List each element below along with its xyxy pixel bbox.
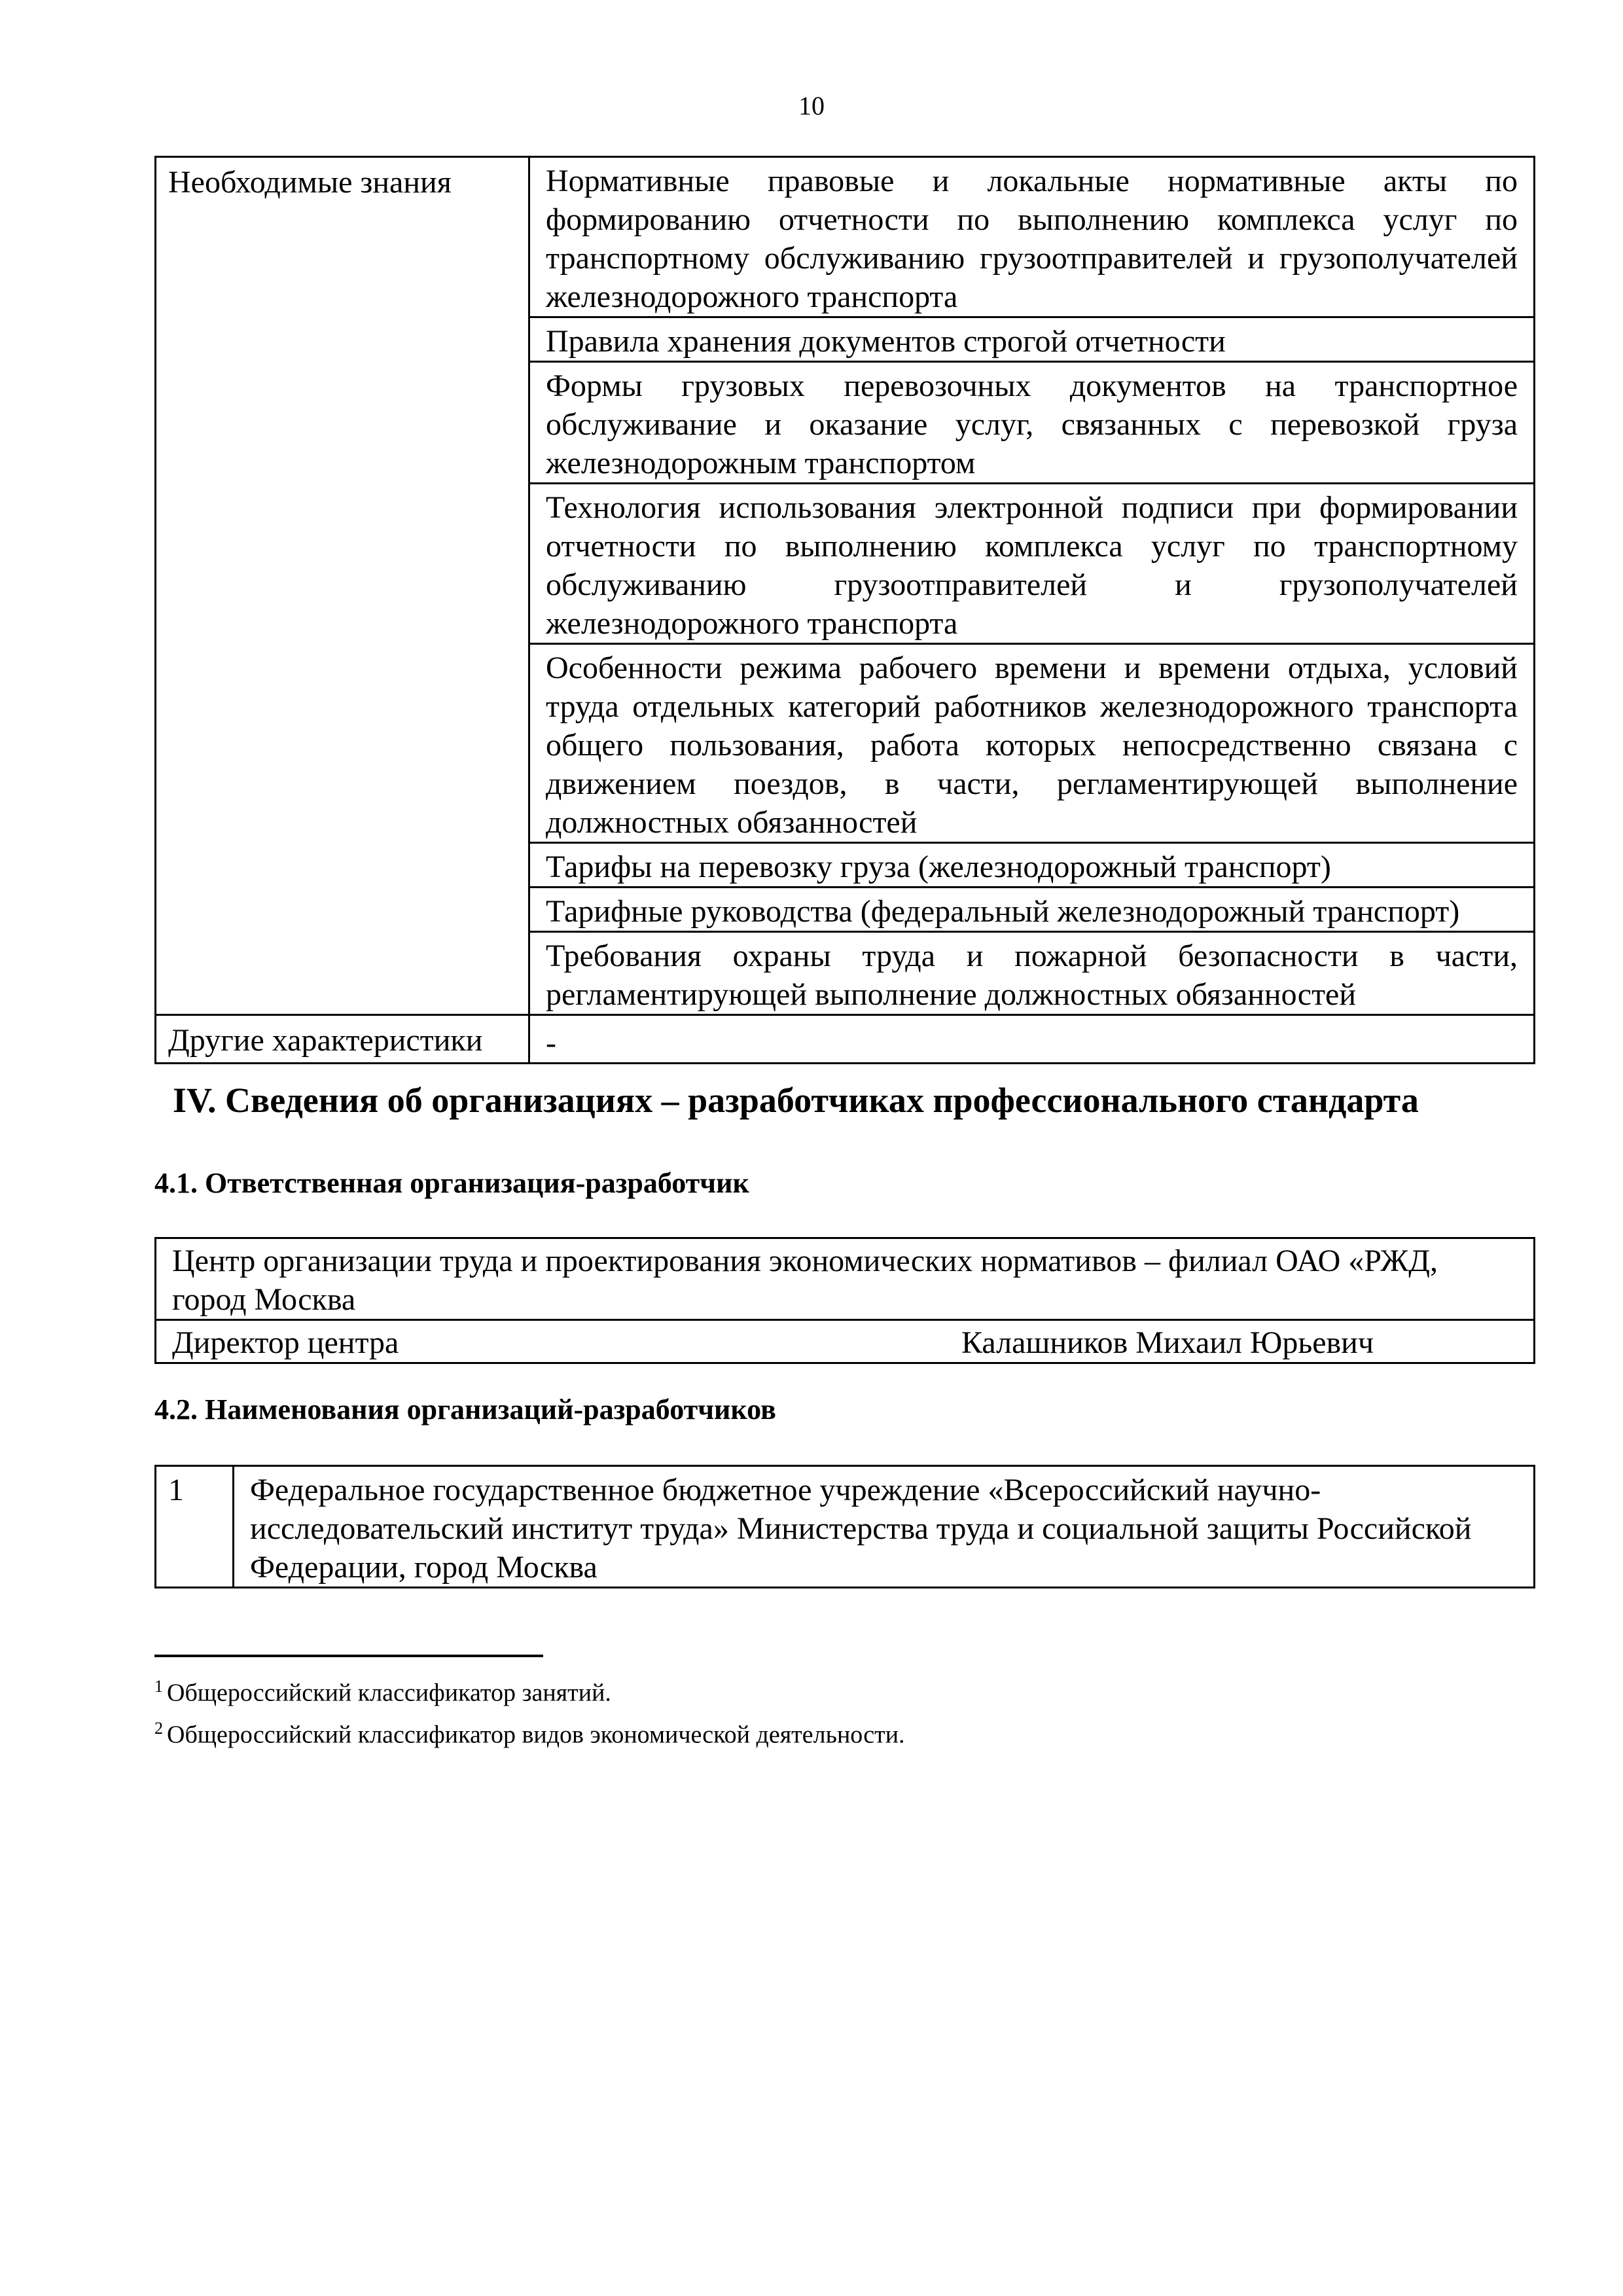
subsection-title-orgs: 4.2. Наименования организаций-разработчиков	[154, 1393, 776, 1426]
section-title: IV. Сведения об организациях – разработчиках профессионального стандарта	[173, 1081, 1419, 1120]
footnotes	[154, 1669, 905, 1752]
table-row	[156, 1015, 1535, 1064]
knowledge-item: Технология использования электронной подписи при формировании отчетности по выполнению комплекса услуг по транспортному обслуживанию грузоотправителей и грузополучателей железнодорожного транспорта	[529, 484, 1535, 644]
developer-orgs-table	[154, 1465, 1535, 1588]
knowledge-table	[154, 156, 1535, 1064]
director-row	[156, 1320, 1535, 1363]
director-title: Директор центра	[172, 1325, 399, 1360]
footnote-mark: 2	[154, 1718, 163, 1738]
footnote-mark: 1	[154, 1677, 163, 1696]
table-row	[156, 157, 1535, 317]
table-row	[156, 1320, 1535, 1363]
other-characteristics-label: Другие характеристики	[156, 1015, 529, 1064]
table-row	[156, 1238, 1535, 1320]
org-number: 1	[156, 1466, 234, 1588]
other-value-text: -	[546, 1026, 556, 1060]
responsible-org-name: Центр организации труда и проектирования экономических нормативов – филиал ОАО «РЖД, город Москва	[156, 1238, 1535, 1320]
page-number: 10	[798, 91, 825, 120]
knowledge-item: Тарифы на перевозку груза (железнодорожный транспорт)	[529, 843, 1535, 888]
knowledge-item: Требования охраны труда и пожарной безопасности в части, регламентирующей выполнение должностных обязанностей	[529, 932, 1535, 1015]
subsection-title-responsible: 4.1. Ответственная организация-разработчик	[154, 1167, 749, 1199]
footnote	[154, 1711, 905, 1753]
footnote-text: Общероссийский классификатор видов экономической деятельности.	[167, 1721, 905, 1749]
knowledge-item: Нормативные правовые и локальные нормативные акты по формированию отчетности по выполнению комплекса услуг по транспортному обслуживанию грузоотправителей и грузополучателей железнодорожного транспорта	[529, 157, 1535, 317]
knowledge-item: Правила хранения документов строгой отчетности	[529, 317, 1535, 362]
required-knowledge-label: Необходимые знания	[156, 157, 529, 1015]
footnote	[154, 1669, 905, 1711]
knowledge-item: Особенности режима рабочего времени и времени отдыха, условий труда отдельных категорий работников железнодорожного транспорта общего пользования, работа которых непосредственно связана с движением поездов, в части, регламентирующей выполнение должностных обязанностей	[529, 644, 1535, 843]
table-row	[156, 1466, 1535, 1588]
footnote-divider	[154, 1655, 543, 1657]
footnote-text: Общероссийский классификатор занятий.	[167, 1679, 611, 1707]
responsible-org-table	[154, 1237, 1535, 1364]
director-name: Калашников Михаил Юрьевич	[961, 1325, 1374, 1360]
knowledge-item: Тарифные руководства (федеральный железнодорожный транспорт)	[529, 888, 1535, 932]
knowledge-item: Формы грузовых перевозочных документов на транспортное обслуживание и оказание услуг, связанных с перевозкой груза железнодорожным транспортом	[529, 362, 1535, 484]
other-characteristics-value	[529, 1015, 1535, 1064]
org-name: Федеральное государственное бюджетное учреждение «Всероссийский научно-исследовательский институт труда» Министерства труда и социальной защиты Российской Федерации, город Москва	[234, 1466, 1535, 1588]
